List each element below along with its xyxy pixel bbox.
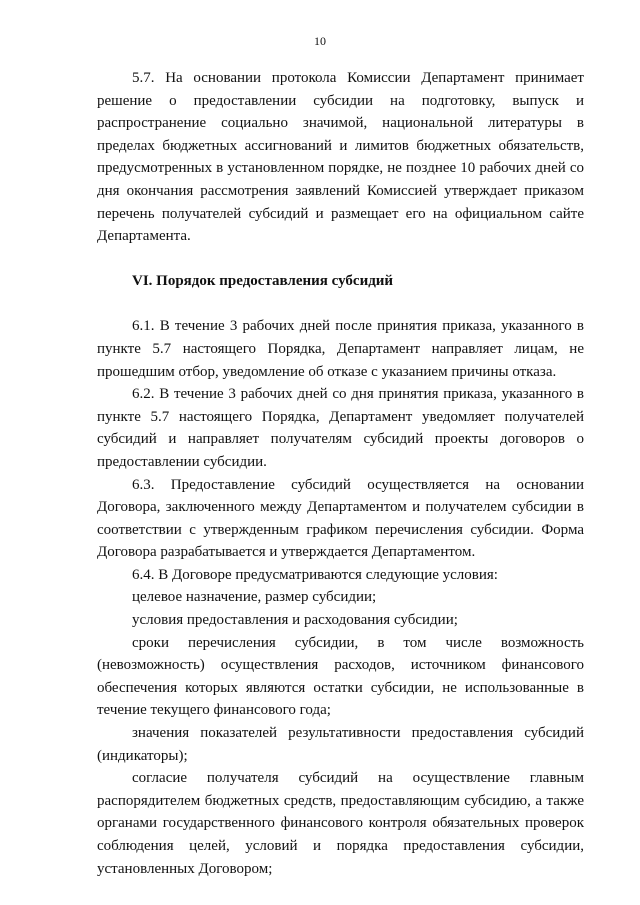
section-heading: VI. Порядок предоставления субсидий	[132, 272, 394, 289]
paragraph-6-4: 6.4. В Договоре предусматриваются следующие условия:	[132, 566, 498, 583]
document-body	[97, 67, 584, 880]
list-item: согласие получателя субсидий на осуществление главным распорядителем бюджетных средств, предоставляющим субсидию, а также органами государственного финансового контроля обязательных проверок соблюдения целей, условий и порядка предоставления субсидии, установленных Договором;	[97, 770, 584, 877]
paragraph-6-1: 6.1. В течение 3 рабочих дней после принятия приказа, указанного в пункте 5.7 настоящего Порядка, Департамент направляет лицам, не прошедшим отбор, уведомление об отказе с указанием причины отказа.	[97, 318, 584, 380]
list-item: условия предоставления и расходования субсидии;	[132, 612, 458, 629]
list-item: целевое назначение, размер субсидии;	[132, 589, 377, 606]
paragraph-5-7: 5.7. На основании протокола Комиссии Департамент принимает решение о предоставлении субсидии на подготовку, выпуск и распространение социально значимой, национальной литературы в пределах бюджетных ассигнований и лимитов бюджетных обязательств, предусмотренных в установленном порядке, не позднее 10 рабочих дней со дня окончания рассмотрения заявлений Комиссией утверждает приказом перечень получателей субсидий и размещает его на официальном сайте Департамента.	[97, 70, 584, 245]
list-item: сроки перечисления субсидии, в том числе возможность (невозможность) осуществления расходов, источником финансового обеспечения которых являются остатки субсидии, не использованные в течение текущего финансового года;	[97, 634, 584, 719]
paragraph-6-2: 6.2. В течение 3 рабочих дней со дня принятия приказа, указанного в пункте 5.7 настоящего Порядка, Департамент уведомляет получателей субсидий и направляет получателям субсидий проекты договоров о предоставлении субсидии.	[97, 386, 584, 470]
list-item: значения показателей результативности предоставления субсидий (индикаторы);	[97, 725, 584, 764]
page-number: 10	[314, 34, 326, 48]
paragraph-6-3: 6.3. Предоставление субсидий осуществляется на основании Договора, заключенного между Департаментом и получателем субсидии в соответствии с утвержденным графиком перечисления субсидии. Форма Договора разрабатывается и утверждается Департаментом.	[97, 476, 584, 561]
